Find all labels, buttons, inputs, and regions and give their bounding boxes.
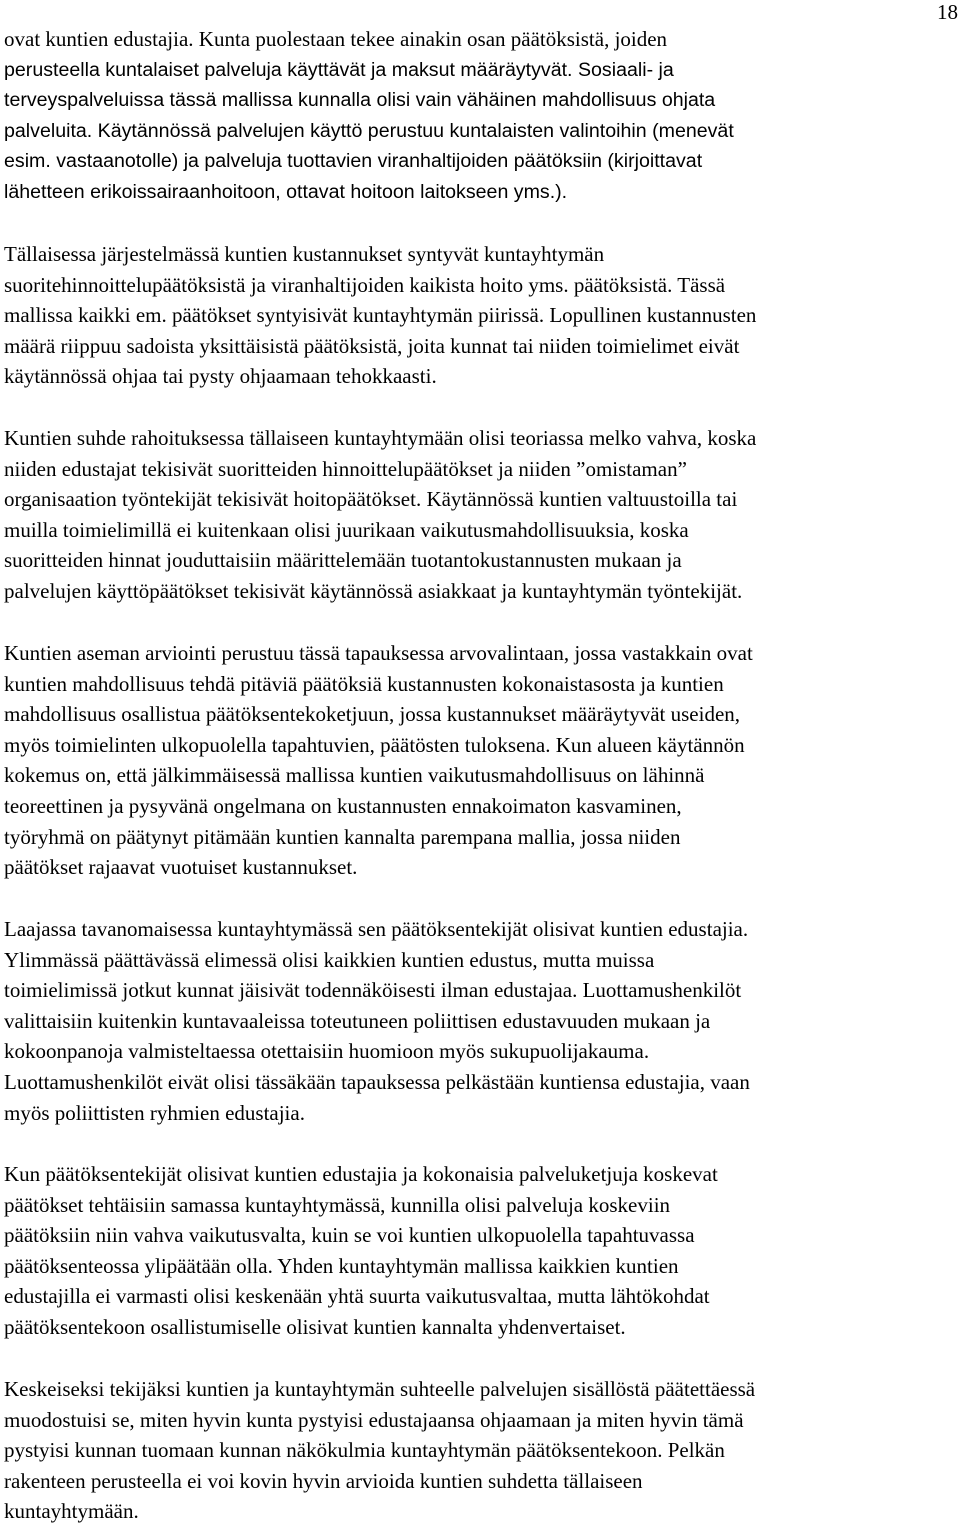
text-line: rakenteen perusteella ei voi kovin hyvin arvioida kuntien suhdetta tällaiseen [4,1468,643,1493]
text-line: Laajassa tavanomaisessa kuntayhtymässä sen päätöksentekijät olisivat kuntien edustajia. [4,917,749,941]
text-line: ovat kuntien edustajia. Kunta puolestaan tekee ainakin osan päätöksistä, joiden [4,27,668,51]
text-line: pystyisi kunnan tuomaan kunnan näkökulmia kuntayhtymän päätöksentekoon. Pelkän [4,1438,725,1463]
text-line: Kuntien aseman arviointi perustuu tässä tapauksessa arvovalintaan, jossa vastakkain ovat [4,641,753,665]
text-line: päätökset tehtäisiin samassa kuntayhtymässä, kunnilla olisi palveluja koskeviin [4,1192,671,1217]
text-line: suoritteiden hinnat jouduttaisiin määrittelemään tuotantokustannusten mukaan ja [4,548,682,573]
text-line: Luottamushenkilöt eivät olisi tässäkään tapauksessa pelkästään kuntiensa edustajia, vaan [4,1069,750,1094]
text-line: edustajilla ei varmasti olisi keskenään yhtä suurta vaikutusvaltaa, mutta lähtökohdat [4,1284,710,1309]
text-line: muilla toimielimillä ei kuitenkaan olisi juurikaan vaikutusmahdollisuuksia, koska [4,517,689,542]
text-line: mallissa kaikki em. päätökset syntyisivät kuntayhtymän piirissä. Lopullinen kustannusten [4,303,757,328]
page-number: 18 [937,0,958,24]
text-line: Tällaisessa järjestelmässä kuntien kustannukset syntyvät kuntayhtymän [4,242,605,266]
paragraph-4 [4,638,954,883]
paragraph-6 [4,1159,954,1343]
text-line: niiden edustajat tekisivät suoritteiden hinnoittelupäätökset ja niiden ”omistaman” [4,456,687,481]
text-line: palvelujen käyttöpäätökset tekisivät käytännössä asiakkaat ja kuntayhtymän työntekijät. [4,578,743,603]
text-line: myös toimielinten ulkopuolella tapahtuvien, päätösten tuloksena. Kun alueen käytännön [4,732,745,757]
text-line: Ylimmässä päättävässä elimessä olisi kaikkien kuntien edustus, mutta muissa [4,947,655,972]
text-line: Kun päätöksentekijät olisivat kuntien edustajia ja kokonaisia palveluketjuja koskevat [4,1162,718,1186]
text-line: päätöksenteossa ylipäätään olla. Yhden kuntayhtymän mallissa kaikkien kuntien [4,1253,679,1278]
text-line: suoritehinnoittelupäätöksistä ja viranhaltijoiden kaikista hoito yms. päätöksistä. Tässä [4,272,726,297]
text-line: teoreettinen ja pysyvänä ongelmana on kustannusten ennakoimaton kasvaminen, [4,793,682,818]
text-line: palveluita. Käytännössä palvelujen käyttö perustuu kuntalaisten valintoihin (menevät [4,119,734,142]
text-line: kuntayhtymään. [4,1499,139,1524]
text-line: organisaation työntekijät tekisivät hoitopäätökset. Käytännössä kuntien valtuustoilla tai [4,487,738,512]
text-line: terveyspalveluissa tässä mallissa kunnalla olisi vain vähäinen mahdollisuus ohjata [4,89,716,112]
text-line: päätöksiin niin vahva vaikutusvalta, kuin se voi kuntien ulkopuolella tapahtuvassa [4,1223,695,1248]
text-line: mahdollisuus osallistua päätöksentekoketjuun, jossa kustannukset määräytyvät useiden, [4,702,741,727]
text-line: myös poliittisten ryhmien edustajia. [4,1100,305,1125]
text-line: muodostuisi se, miten hyvin kunta pystyisi edustajaansa ohjaamaan ja miten hyvin tämä [4,1407,744,1432]
text-line: kokemus on, että jälkimmäisessä mallissa kuntien vaikutusmahdollisuus on lähinnä [4,763,705,788]
text-line: perusteella kuntalaiset palveluja käyttävät ja maksut määräytyvät. Sosiaali- ja [4,58,674,81]
paragraph-2 [4,239,954,392]
text-line: kokoonpanoja valmisteltaessa otettaisiin huomioon myös sukupuolijakauma. [4,1039,650,1064]
text-line: Kuntien suhde rahoituksessa tällaiseen kuntayhtymään olisi teoriassa melko vahva, koska [4,426,757,450]
text-line: esim. vastaanotolle) ja palveluja tuottavien viranhaltijoiden päätöksiin (kirjoittavat [4,150,703,173]
text-line: valittaisiin kuitenkin kuntavaaleissa toteutuneen poliittisen edustavuuden mukaan ja [4,1008,711,1033]
paragraph-7 [4,1374,954,1527]
paragraph-1 [4,24,954,208]
text-line: kuntien mahdollisuus tehdä pitäviä päätöksiä kustannusten kokonaistasosta ja kuntien [4,671,724,696]
text-line: toimielimissä jotkut kunnat jäisivät todennäköisesti ilman edustajaa. Luottamushenkilöt [4,978,742,1003]
text-line: työryhmä on päätynyt pitämään kuntien kannalta parempana mallia, jossa niiden [4,824,681,849]
paragraph-5 [4,914,954,1128]
text-line: päätökset rajaavat vuotuiset kustannukset. [4,855,358,880]
text-line: Keskeiseksi tekijäksi kuntien ja kuntayhtymän suhteelle palvelujen sisällöstä päätettäessä [4,1377,756,1401]
text-line: käytännössä ohjaa tai pysty ohjaamaan tehokkaasti. [4,364,437,389]
paragraph-3 [4,423,954,607]
text-line: lähetteen erikoissairaanhoitoon, ottavat hoitoon laitokseen yms.). [4,180,568,203]
text-line: määrä riippuu sadoista yksittäisistä päätöksistä, joita kunnat tai niiden toimielimet eivät [4,333,740,358]
text-line: päätöksentekoon osallistumiselle olisivat kuntien kannalta yhdenvertaiset. [4,1314,626,1339]
